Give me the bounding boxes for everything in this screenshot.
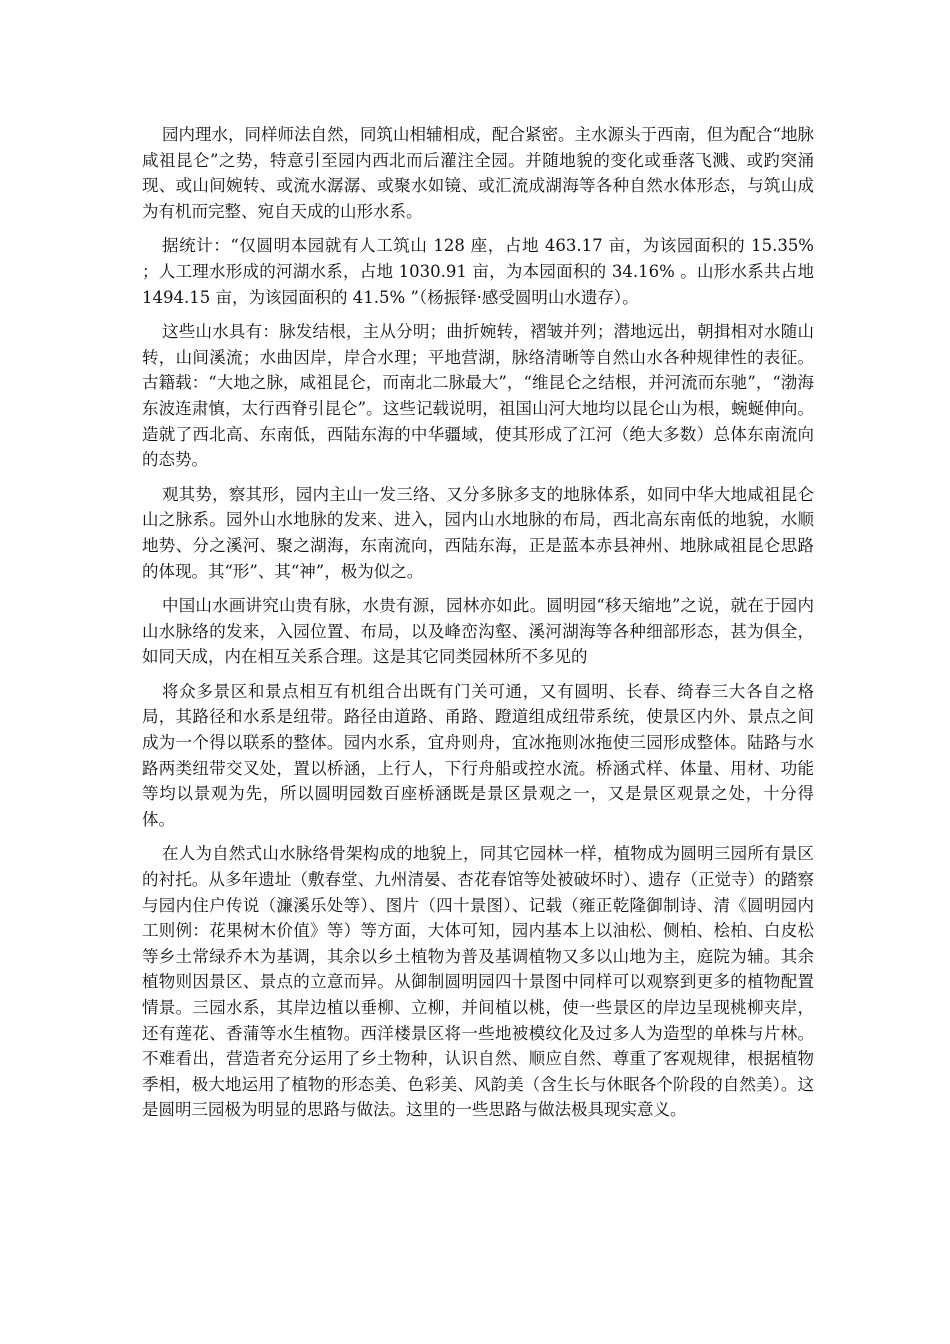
- paragraph-water-design: 园内理水，同样师法自然，同筑山相辅相成，配合紧密。主水源头于西南，但为配合“地脉咸祖昆仑”之势，特意引至园内西北而后灌注全园。并随地貌的变化或垂落飞溅、或趵突涌现、或山间婉转、或流水潺潺、或聚水如镜、或汇流成湖海等各种自然水体形态，与筑山成为有机而完整、宛自天成的山形水系。: [142, 125, 814, 221]
- paragraph-landscape-features: 这些山水具有：脉发结根，主从分明；曲折婉转，褶皱并列；潜地远出，朝揖相对水随山转，山间溪流；水曲因岸，岸合水理；平地营湖，脉络清晰等自然山水各种规律性的表征。古籍载：“大地之脉，咸祖昆仑，而南北二脉最大”，“维昆仑之结根，并河流而东驰”，“渤海东波连肃慎，太行西脊引昆仑”。这些记载说明，祖国山河大地均以昆仑山为根，蜿蜒伸向。造就了西北高、东南低，西陆东海的中华疆域，使其形成了江河（绝大多数）总体东南流向的态势。: [142, 322, 814, 470]
- paragraph-plants: 在人为自然式山水脉络骨架构成的地貌上，同其它园林一样，植物成为圆明三园所有景区的衬托。从多年遗址（敷春堂、九州清晏、杏花春馆等处被破坏时）、遗存（正觉寺）的踏察与园内住户传说（濂溪乐处等）、图片（四十景图）、记载（雍正乾隆御制诗、清《圆明园内工则例：花果树木价值》等）等方面，大体可知，园内基本上以油松、侧柏、桧柏、白皮松等乡土常绿乔木为基调，其余以乡土植物为普及基调植物又多以山地为主，庭院为辅。其余植物则因景区、景点的立意而异。从御制圆明园四十景图中同样可以观察到更多的植物配置情景。三园水系，其岸边植以垂柳、立柳，并间植以桃，使一些景区的岸边呈现桃柳夹岸，还有莲花、香蒲等水生植物。西洋楼景区将一些地被模纹化及过多人为造型的单株与片林。不难看出，营造者充分运用了乡土物种，认识自然、顺应自然、尊重了客观规律，根据植物季相，极大地运用了植物的形态美、色彩美、风韵美（含生长与休眠各个阶段的自然美）。这是圆明三园极为明显的思路与做法。这里的一些思路与做法极具现实意义。: [142, 844, 814, 1120]
- paragraph-paths-and-bridges: 将众多景区和景点相互有机组合出既有门关可通，又有圆明、长春、绮春三大各自之格局，其路径和水系是纽带。路径由道路、甬路、蹬道组成纽带系统，使景区内外、景点之间成为一个得以联系的整体。园内水系，宜舟则舟，宜冰拖则冰拖使三园形成整体。陆路与水路两类纽带交叉处，置以桥涵，上行人，下行舟船或控水流。桥涵式样、体量、用材、功能等均以景观为先，所以圆明园数百座桥涵既是景区景观之一，又是景区观景之处，十分得体。: [142, 681, 814, 829]
- document-page: [142, 122, 814, 1132]
- paragraph-painting-principles: 中国山水画讲究山贵有脉，水贵有源，园林亦如此。圆明园“移天缩地”之说，就在于园内山水脉络的发来，入园位置、布局，以及峰峦沟壑、溪河湖海等各种细部形态，甚为俱全，如同天成，内在相互关系合理。这是其它同类园林所不多见的: [142, 596, 814, 667]
- paragraph-statistics: 据统计：“仅圆明本园就有人工筑山 128 座，占地 463.17 亩，为该园面积的 15.35% ；人工理水形成的河湖水系，占地 1030.91 亩，为本园面积的 34.16% 。山形水系共占地 1494.15 亩，为该园面积的 41.5% ”（杨振铎·感受圆明山水遗存）。: [142, 236, 814, 307]
- paragraph-terrain-system: 观其势，察其形，园内主山一发三络、又分多脉多支的地脉体系，如同中华大地咸祖昆仑山之脉系。园外山水地脉的发来、进入，园内山水地脉的布局，西北高东南低的地貌，水顺地势、分之溪河、聚之湖海，东南流向，西陆东海，正是蓝本赤县神州、地脉咸祖昆仑思路的体现。其“形”、其“神”，极为似之。: [142, 484, 814, 581]
